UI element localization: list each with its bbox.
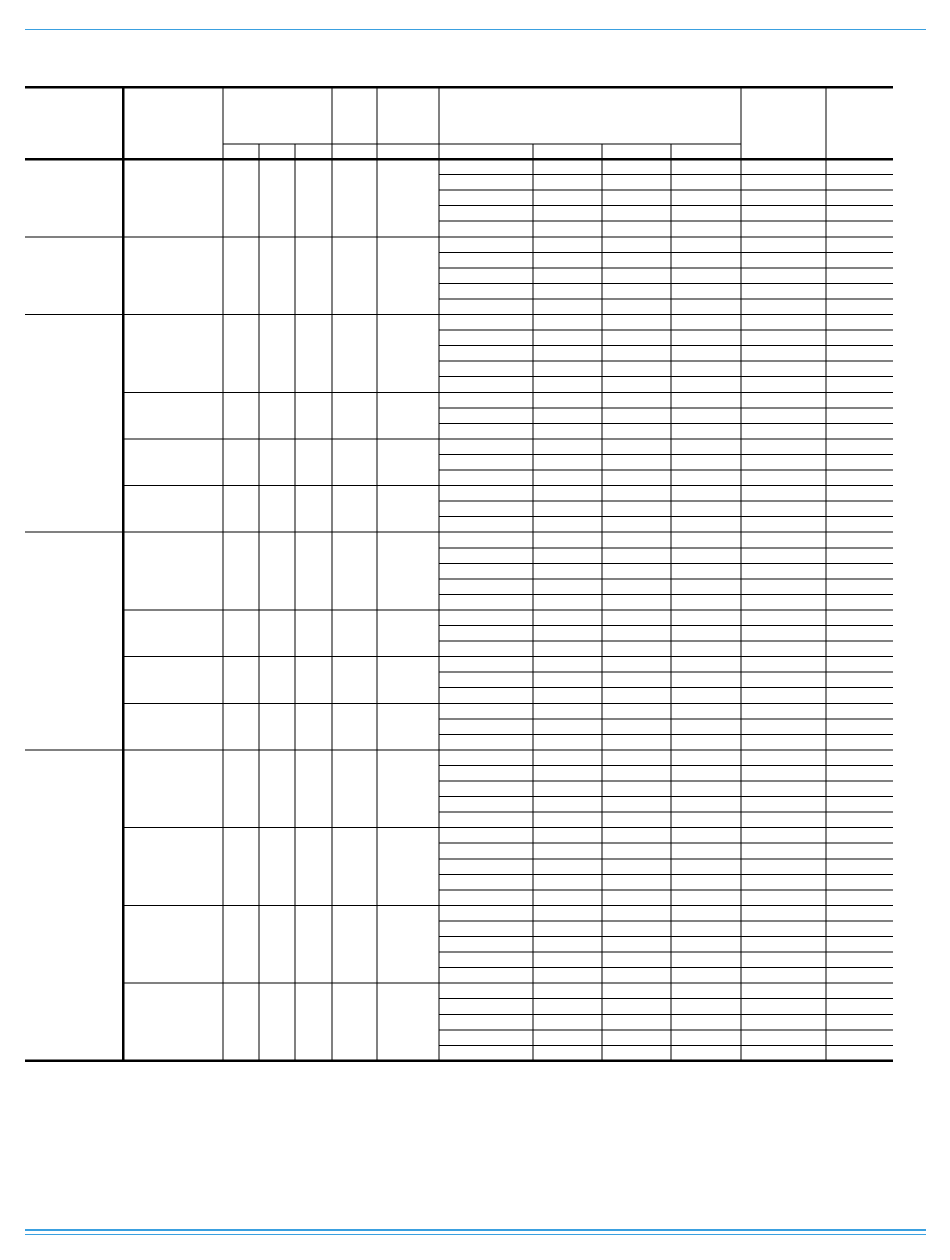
- footer-rule-thick: [25, 1229, 926, 1231]
- footer-rule-thin: [25, 1234, 926, 1235]
